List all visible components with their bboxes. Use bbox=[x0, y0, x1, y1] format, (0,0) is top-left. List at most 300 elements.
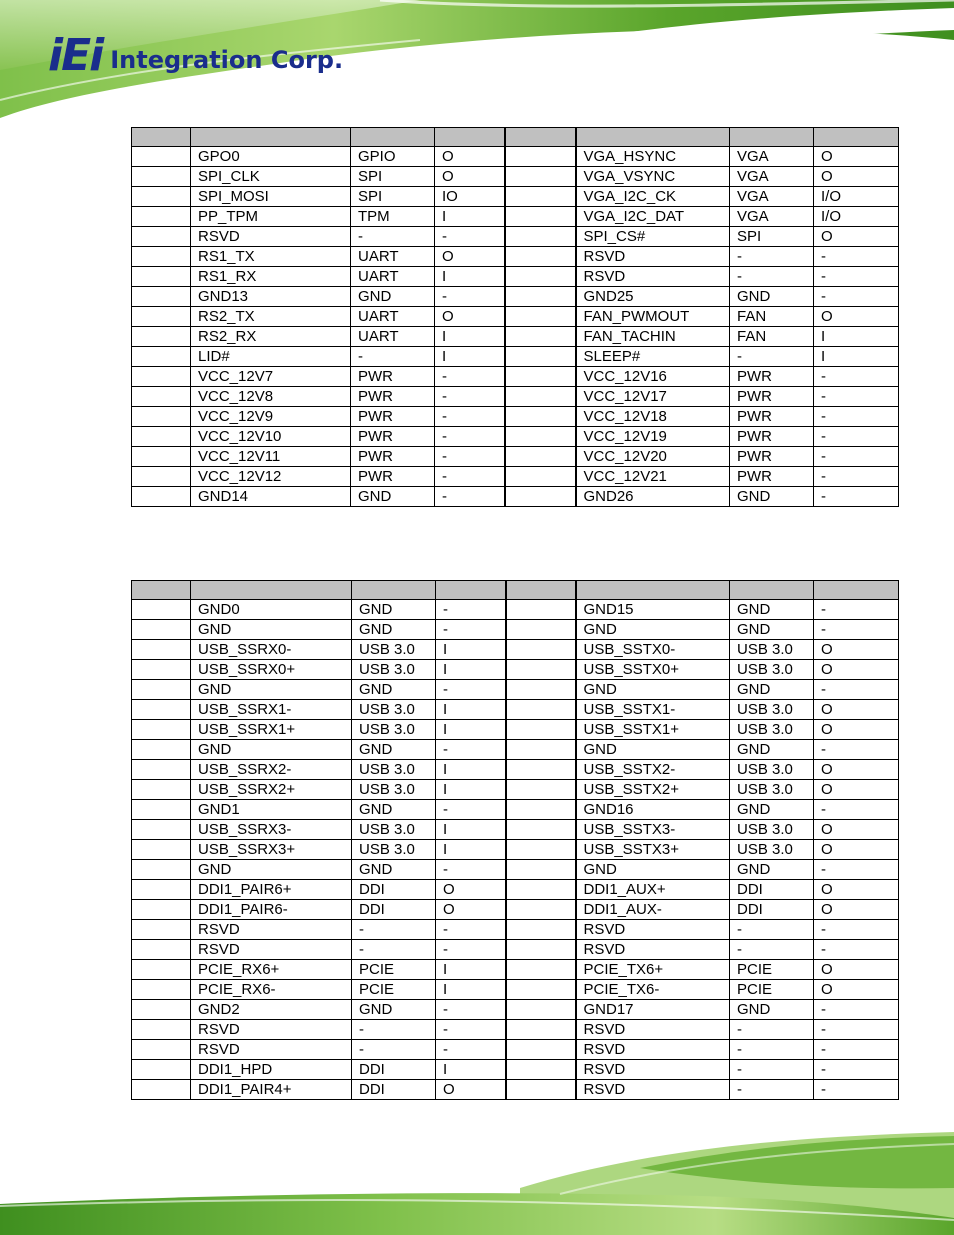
cell-type: GND bbox=[352, 680, 436, 700]
cell-pin-2 bbox=[505, 187, 576, 207]
cell-io-2: O bbox=[814, 700, 899, 720]
cell-description: USB_SSRX3+ bbox=[191, 840, 352, 860]
cell-description: RS1_RX bbox=[191, 267, 351, 287]
header-cell-io bbox=[435, 128, 505, 147]
cell-description-2: GND bbox=[576, 860, 730, 880]
cell-type: GND bbox=[352, 1000, 436, 1020]
cell-type-2: GND bbox=[730, 287, 814, 307]
cell-io: - bbox=[436, 680, 506, 700]
table-row bbox=[132, 287, 899, 307]
table-body bbox=[132, 600, 899, 1100]
cell-type-2: GND bbox=[730, 740, 814, 760]
cell-type-2: DDI bbox=[730, 900, 814, 920]
table-row bbox=[132, 680, 899, 700]
cell-type-2: PWR bbox=[730, 367, 814, 387]
cell-io-2: - bbox=[814, 427, 899, 447]
table-row bbox=[132, 1020, 899, 1040]
pinout-table-2 bbox=[131, 580, 899, 1100]
cell-io: I bbox=[436, 760, 506, 780]
cell-type: USB 3.0 bbox=[352, 720, 436, 740]
cell-description: VCC_12V10 bbox=[191, 427, 351, 447]
cell-description: RS1_TX bbox=[191, 247, 351, 267]
cell-type-2: PCIE bbox=[730, 960, 814, 980]
cell-pin bbox=[132, 1040, 191, 1060]
cell-pin bbox=[132, 660, 191, 680]
cell-io: I bbox=[436, 700, 506, 720]
cell-type: UART bbox=[351, 247, 435, 267]
header-cell-io-2 bbox=[814, 581, 899, 600]
cell-io: - bbox=[436, 1000, 506, 1020]
cell-io-2: O bbox=[814, 900, 899, 920]
cell-type: USB 3.0 bbox=[352, 840, 436, 860]
cell-description: RSVD bbox=[191, 1040, 352, 1060]
cell-type: PWR bbox=[351, 367, 435, 387]
header-cell-description-2 bbox=[576, 581, 730, 600]
cell-io: I bbox=[436, 640, 506, 660]
cell-io: I bbox=[436, 660, 506, 680]
cell-description-2: DDI1_AUX- bbox=[576, 900, 730, 920]
cell-description-2: GND bbox=[576, 740, 730, 760]
cell-io: - bbox=[436, 860, 506, 880]
cell-io-2: O bbox=[814, 167, 899, 187]
cell-type-2: GND bbox=[730, 1000, 814, 1020]
table-row bbox=[132, 660, 899, 680]
cell-type: GND bbox=[351, 487, 435, 507]
cell-io: O bbox=[436, 880, 506, 900]
cell-description: DDI1_PAIR6- bbox=[191, 900, 352, 920]
cell-pin-2 bbox=[506, 940, 576, 960]
cell-description: PCIE_RX6- bbox=[191, 980, 352, 1000]
cell-io: O bbox=[435, 247, 505, 267]
cell-io-2: - bbox=[814, 620, 899, 640]
cell-io: - bbox=[436, 1020, 506, 1040]
cell-io-2: - bbox=[814, 740, 899, 760]
cell-pin bbox=[132, 307, 191, 327]
table-row bbox=[132, 800, 899, 820]
cell-type: SPI bbox=[351, 187, 435, 207]
cell-description: USB_SSRX1+ bbox=[191, 720, 352, 740]
cell-type: DDI bbox=[352, 880, 436, 900]
cell-type-2: PCIE bbox=[730, 980, 814, 1000]
table-row bbox=[132, 1040, 899, 1060]
cell-type-2: - bbox=[730, 1060, 814, 1080]
cell-io-2: O bbox=[814, 720, 899, 740]
cell-io-2: - bbox=[814, 407, 899, 427]
cell-type: GPIO bbox=[351, 147, 435, 167]
cell-description: GND0 bbox=[191, 600, 352, 620]
cell-type-2: VGA bbox=[730, 187, 814, 207]
cell-type: GND bbox=[352, 620, 436, 640]
cell-type-2: GND bbox=[730, 600, 814, 620]
cell-description: PCIE_RX6+ bbox=[191, 960, 352, 980]
cell-io-2: - bbox=[814, 1060, 899, 1080]
cell-io-2: O bbox=[814, 660, 899, 680]
cell-pin-2 bbox=[506, 900, 576, 920]
cell-type: SPI bbox=[351, 167, 435, 187]
cell-type-2: USB 3.0 bbox=[730, 700, 814, 720]
table-row bbox=[132, 740, 899, 760]
table-row bbox=[132, 940, 899, 960]
cell-pin bbox=[132, 287, 191, 307]
cell-description-2: GND25 bbox=[576, 287, 730, 307]
cell-io: I bbox=[436, 960, 506, 980]
cell-io: I bbox=[436, 820, 506, 840]
cell-pin-2 bbox=[506, 620, 576, 640]
cell-description: USB_SSRX2- bbox=[191, 760, 352, 780]
cell-description: RSVD bbox=[191, 920, 352, 940]
cell-description: PP_TPM bbox=[191, 207, 351, 227]
cell-description: GND bbox=[191, 740, 352, 760]
cell-io-2: - bbox=[814, 367, 899, 387]
cell-pin-2 bbox=[506, 760, 576, 780]
cell-type: USB 3.0 bbox=[352, 640, 436, 660]
cell-io-2: - bbox=[814, 467, 899, 487]
cell-io: - bbox=[436, 600, 506, 620]
cell-description: VCC_12V8 bbox=[191, 387, 351, 407]
cell-description-2: GND16 bbox=[576, 800, 730, 820]
cell-io: - bbox=[435, 387, 505, 407]
cell-pin bbox=[132, 387, 191, 407]
cell-description: USB_SSRX1- bbox=[191, 700, 352, 720]
cell-description: GND bbox=[191, 860, 352, 880]
table-row bbox=[132, 327, 899, 347]
cell-type-2: PWR bbox=[730, 427, 814, 447]
header-cell-type-2 bbox=[730, 581, 814, 600]
cell-type: UART bbox=[351, 307, 435, 327]
cell-type: DDI bbox=[352, 900, 436, 920]
table-header-row bbox=[132, 581, 899, 600]
cell-type: - bbox=[352, 1040, 436, 1060]
cell-io: - bbox=[436, 1040, 506, 1060]
cell-pin-2 bbox=[506, 1060, 576, 1080]
cell-pin-2 bbox=[506, 600, 576, 620]
cell-description: USB_SSRX0- bbox=[191, 640, 352, 660]
cell-description-2: RSVD bbox=[576, 267, 730, 287]
table-row bbox=[132, 207, 899, 227]
cell-io-2: I/O bbox=[814, 187, 899, 207]
header-cell-pin bbox=[132, 128, 191, 147]
cell-type-2: USB 3.0 bbox=[730, 660, 814, 680]
table-row bbox=[132, 1080, 899, 1100]
table-row bbox=[132, 720, 899, 740]
cell-pin bbox=[132, 327, 191, 347]
cell-io: I bbox=[436, 780, 506, 800]
cell-pin-2 bbox=[505, 287, 576, 307]
cell-io-2: I bbox=[814, 347, 899, 367]
cell-description-2: VCC_12V19 bbox=[576, 427, 730, 447]
cell-io-2: O bbox=[814, 760, 899, 780]
cell-pin-2 bbox=[506, 1020, 576, 1040]
table-header bbox=[132, 128, 899, 147]
header-cell-io-2 bbox=[814, 128, 899, 147]
cell-io: IO bbox=[435, 187, 505, 207]
cell-description: VCC_12V9 bbox=[191, 407, 351, 427]
table-row bbox=[132, 920, 899, 940]
table-row bbox=[132, 347, 899, 367]
cell-io: I bbox=[436, 720, 506, 740]
table-row bbox=[132, 367, 899, 387]
cell-type: USB 3.0 bbox=[352, 780, 436, 800]
cell-pin-2 bbox=[505, 267, 576, 287]
company-logo bbox=[48, 26, 344, 81]
header-cell-io bbox=[436, 581, 506, 600]
page-header-banner bbox=[0, 0, 954, 118]
cell-type: PWR bbox=[351, 447, 435, 467]
cell-pin bbox=[132, 187, 191, 207]
cell-pin-2 bbox=[506, 700, 576, 720]
cell-io-2: - bbox=[814, 1080, 899, 1100]
cell-type: GND bbox=[352, 600, 436, 620]
cell-pin-2 bbox=[506, 960, 576, 980]
cell-io-2: - bbox=[814, 247, 899, 267]
header-cell-description bbox=[191, 128, 351, 147]
cell-pin-2 bbox=[505, 427, 576, 447]
cell-pin bbox=[132, 980, 191, 1000]
cell-description-2: GND17 bbox=[576, 1000, 730, 1020]
cell-pin-2 bbox=[505, 467, 576, 487]
cell-pin bbox=[132, 960, 191, 980]
cell-type: GND bbox=[351, 287, 435, 307]
cell-io-2: - bbox=[814, 1000, 899, 1020]
cell-type: USB 3.0 bbox=[352, 660, 436, 680]
cell-description: DDI1_PAIR4+ bbox=[191, 1080, 352, 1100]
cell-description-2: RSVD bbox=[576, 247, 730, 267]
cell-pin bbox=[132, 600, 191, 620]
cell-description-2: GND bbox=[576, 680, 730, 700]
cell-type-2: - bbox=[730, 1080, 814, 1100]
cell-description: RS2_TX bbox=[191, 307, 351, 327]
cell-type-2: DDI bbox=[730, 880, 814, 900]
cell-description-2: VCC_12V17 bbox=[576, 387, 730, 407]
cell-type: DDI bbox=[352, 1080, 436, 1100]
cell-io-2: O bbox=[814, 307, 899, 327]
cell-io-2: - bbox=[814, 940, 899, 960]
cell-description-2: RSVD bbox=[576, 920, 730, 940]
cell-description: RSVD bbox=[191, 227, 351, 247]
cell-type-2: - bbox=[730, 940, 814, 960]
cell-pin-2 bbox=[506, 1040, 576, 1060]
table-row bbox=[132, 620, 899, 640]
cell-pin bbox=[132, 147, 191, 167]
cell-io: O bbox=[435, 147, 505, 167]
cell-io: - bbox=[435, 287, 505, 307]
table-row bbox=[132, 387, 899, 407]
cell-pin-2 bbox=[505, 487, 576, 507]
table-row bbox=[132, 407, 899, 427]
cell-pin-2 bbox=[506, 800, 576, 820]
cell-pin bbox=[132, 880, 191, 900]
cell-pin bbox=[132, 680, 191, 700]
cell-io: O bbox=[436, 1080, 506, 1100]
cell-pin-2 bbox=[505, 227, 576, 247]
cell-pin bbox=[132, 840, 191, 860]
cell-description: GND bbox=[191, 620, 352, 640]
cell-io-2: O bbox=[814, 640, 899, 660]
cell-type-2: - bbox=[730, 920, 814, 940]
cell-type: - bbox=[351, 347, 435, 367]
cell-pin bbox=[132, 367, 191, 387]
cell-type-2: - bbox=[730, 1020, 814, 1040]
cell-type: USB 3.0 bbox=[352, 700, 436, 720]
table-row bbox=[132, 600, 899, 620]
cell-pin bbox=[132, 1060, 191, 1080]
cell-io-2: O bbox=[814, 820, 899, 840]
cell-io-2: I/O bbox=[814, 207, 899, 227]
cell-pin bbox=[132, 347, 191, 367]
cell-pin bbox=[132, 1000, 191, 1020]
cell-description-2: VGA_HSYNC bbox=[576, 147, 730, 167]
cell-pin-2 bbox=[505, 407, 576, 427]
header-cell-description-2 bbox=[576, 128, 730, 147]
cell-pin bbox=[132, 920, 191, 940]
table-header-row bbox=[132, 128, 899, 147]
cell-pin-2 bbox=[505, 307, 576, 327]
cell-pin bbox=[132, 720, 191, 740]
table-row bbox=[132, 700, 899, 720]
cell-io: I bbox=[435, 347, 505, 367]
cell-io: I bbox=[435, 327, 505, 347]
cell-pin-2 bbox=[506, 880, 576, 900]
cell-description: LID# bbox=[191, 347, 351, 367]
cell-description-2: FAN_PWMOUT bbox=[576, 307, 730, 327]
cell-type-2: USB 3.0 bbox=[730, 720, 814, 740]
cell-io: - bbox=[436, 740, 506, 760]
cell-description: GND13 bbox=[191, 287, 351, 307]
cell-description-2: SLEEP# bbox=[576, 347, 730, 367]
cell-type-2: GND bbox=[730, 800, 814, 820]
cell-pin bbox=[132, 1020, 191, 1040]
cell-pin bbox=[132, 487, 191, 507]
cell-description: DDI1_HPD bbox=[191, 1060, 352, 1080]
cell-description: USB_SSRX3- bbox=[191, 820, 352, 840]
table-row bbox=[132, 307, 899, 327]
cell-io: - bbox=[436, 920, 506, 940]
table-row bbox=[132, 1000, 899, 1020]
cell-io: - bbox=[436, 940, 506, 960]
cell-description: DDI1_PAIR6+ bbox=[191, 880, 352, 900]
page-footer-banner bbox=[0, 1128, 954, 1235]
cell-io: - bbox=[435, 227, 505, 247]
cell-description-2: USB_SSTX0+ bbox=[576, 660, 730, 680]
pinout-table-1 bbox=[131, 127, 899, 507]
cell-io-2: O bbox=[814, 960, 899, 980]
cell-io-2: - bbox=[814, 487, 899, 507]
cell-type-2: VGA bbox=[730, 147, 814, 167]
cell-description: VCC_12V11 bbox=[191, 447, 351, 467]
cell-io-2: - bbox=[814, 387, 899, 407]
cell-type-2: - bbox=[730, 1040, 814, 1060]
cell-type-2: GND bbox=[730, 620, 814, 640]
table-row bbox=[132, 860, 899, 880]
cell-pin bbox=[132, 1080, 191, 1100]
cell-description: RSVD bbox=[191, 1020, 352, 1040]
cell-pin-2 bbox=[505, 147, 576, 167]
cell-pin-2 bbox=[506, 780, 576, 800]
cell-pin-2 bbox=[505, 167, 576, 187]
table-row bbox=[132, 487, 899, 507]
cell-description: SPI_CLK bbox=[191, 167, 351, 187]
cell-pin bbox=[132, 467, 191, 487]
cell-type-2: USB 3.0 bbox=[730, 760, 814, 780]
cell-io-2: O bbox=[814, 227, 899, 247]
cell-pin-2 bbox=[506, 1000, 576, 1020]
cell-type-2: GND bbox=[730, 680, 814, 700]
table-row bbox=[132, 640, 899, 660]
cell-pin-2 bbox=[505, 367, 576, 387]
cell-description: VCC_12V12 bbox=[191, 467, 351, 487]
cell-pin bbox=[132, 267, 191, 287]
cell-description: GND bbox=[191, 680, 352, 700]
cell-description-2: GND26 bbox=[576, 487, 730, 507]
cell-pin bbox=[132, 820, 191, 840]
cell-io: - bbox=[436, 800, 506, 820]
cell-pin-2 bbox=[505, 327, 576, 347]
cell-description-2: VCC_12V20 bbox=[576, 447, 730, 467]
cell-description: GND14 bbox=[191, 487, 351, 507]
cell-io-2: - bbox=[814, 287, 899, 307]
table-row bbox=[132, 167, 899, 187]
cell-io: I bbox=[436, 980, 506, 1000]
cell-type: PWR bbox=[351, 467, 435, 487]
cell-description: RS2_RX bbox=[191, 327, 351, 347]
cell-pin bbox=[132, 427, 191, 447]
cell-type: GND bbox=[352, 740, 436, 760]
table-row bbox=[132, 227, 899, 247]
cell-io: - bbox=[435, 407, 505, 427]
cell-pin bbox=[132, 447, 191, 467]
cell-io-2: O bbox=[814, 840, 899, 860]
cell-description: RSVD bbox=[191, 940, 352, 960]
cell-type-2: GND bbox=[730, 860, 814, 880]
cell-description: GND2 bbox=[191, 1000, 352, 1020]
cell-pin bbox=[132, 860, 191, 880]
cell-io: I bbox=[435, 207, 505, 227]
table-row bbox=[132, 247, 899, 267]
cell-description-2: FAN_TACHIN bbox=[576, 327, 730, 347]
cell-type: PWR bbox=[351, 387, 435, 407]
cell-description-2: USB_SSTX2- bbox=[576, 760, 730, 780]
cell-io: O bbox=[435, 167, 505, 187]
cell-type: TPM bbox=[351, 207, 435, 227]
cell-pin bbox=[132, 167, 191, 187]
cell-io: O bbox=[435, 307, 505, 327]
header-cell-pin bbox=[132, 581, 191, 600]
cell-io: I bbox=[436, 1060, 506, 1080]
cell-description-2: RSVD bbox=[576, 1060, 730, 1080]
cell-description-2: USB_SSTX1+ bbox=[576, 720, 730, 740]
cell-io: I bbox=[435, 267, 505, 287]
cell-description: USB_SSRX2+ bbox=[191, 780, 352, 800]
cell-pin bbox=[132, 700, 191, 720]
cell-type-2: USB 3.0 bbox=[730, 780, 814, 800]
cell-type-2: PWR bbox=[730, 447, 814, 467]
header-cell-type bbox=[352, 581, 436, 600]
cell-description: GND1 bbox=[191, 800, 352, 820]
cell-type-2: - bbox=[730, 247, 814, 267]
cell-io-2: - bbox=[814, 447, 899, 467]
cell-pin-2 bbox=[506, 740, 576, 760]
cell-description-2: RSVD bbox=[576, 1020, 730, 1040]
cell-io: O bbox=[436, 900, 506, 920]
cell-pin bbox=[132, 760, 191, 780]
cell-description-2: PCIE_TX6- bbox=[576, 980, 730, 1000]
cell-description-2: RSVD bbox=[576, 940, 730, 960]
cell-io-2: - bbox=[814, 800, 899, 820]
cell-description-2: RSVD bbox=[576, 1040, 730, 1060]
cell-type: GND bbox=[352, 860, 436, 880]
cell-io-2: I bbox=[814, 327, 899, 347]
cell-type-2: PWR bbox=[730, 407, 814, 427]
